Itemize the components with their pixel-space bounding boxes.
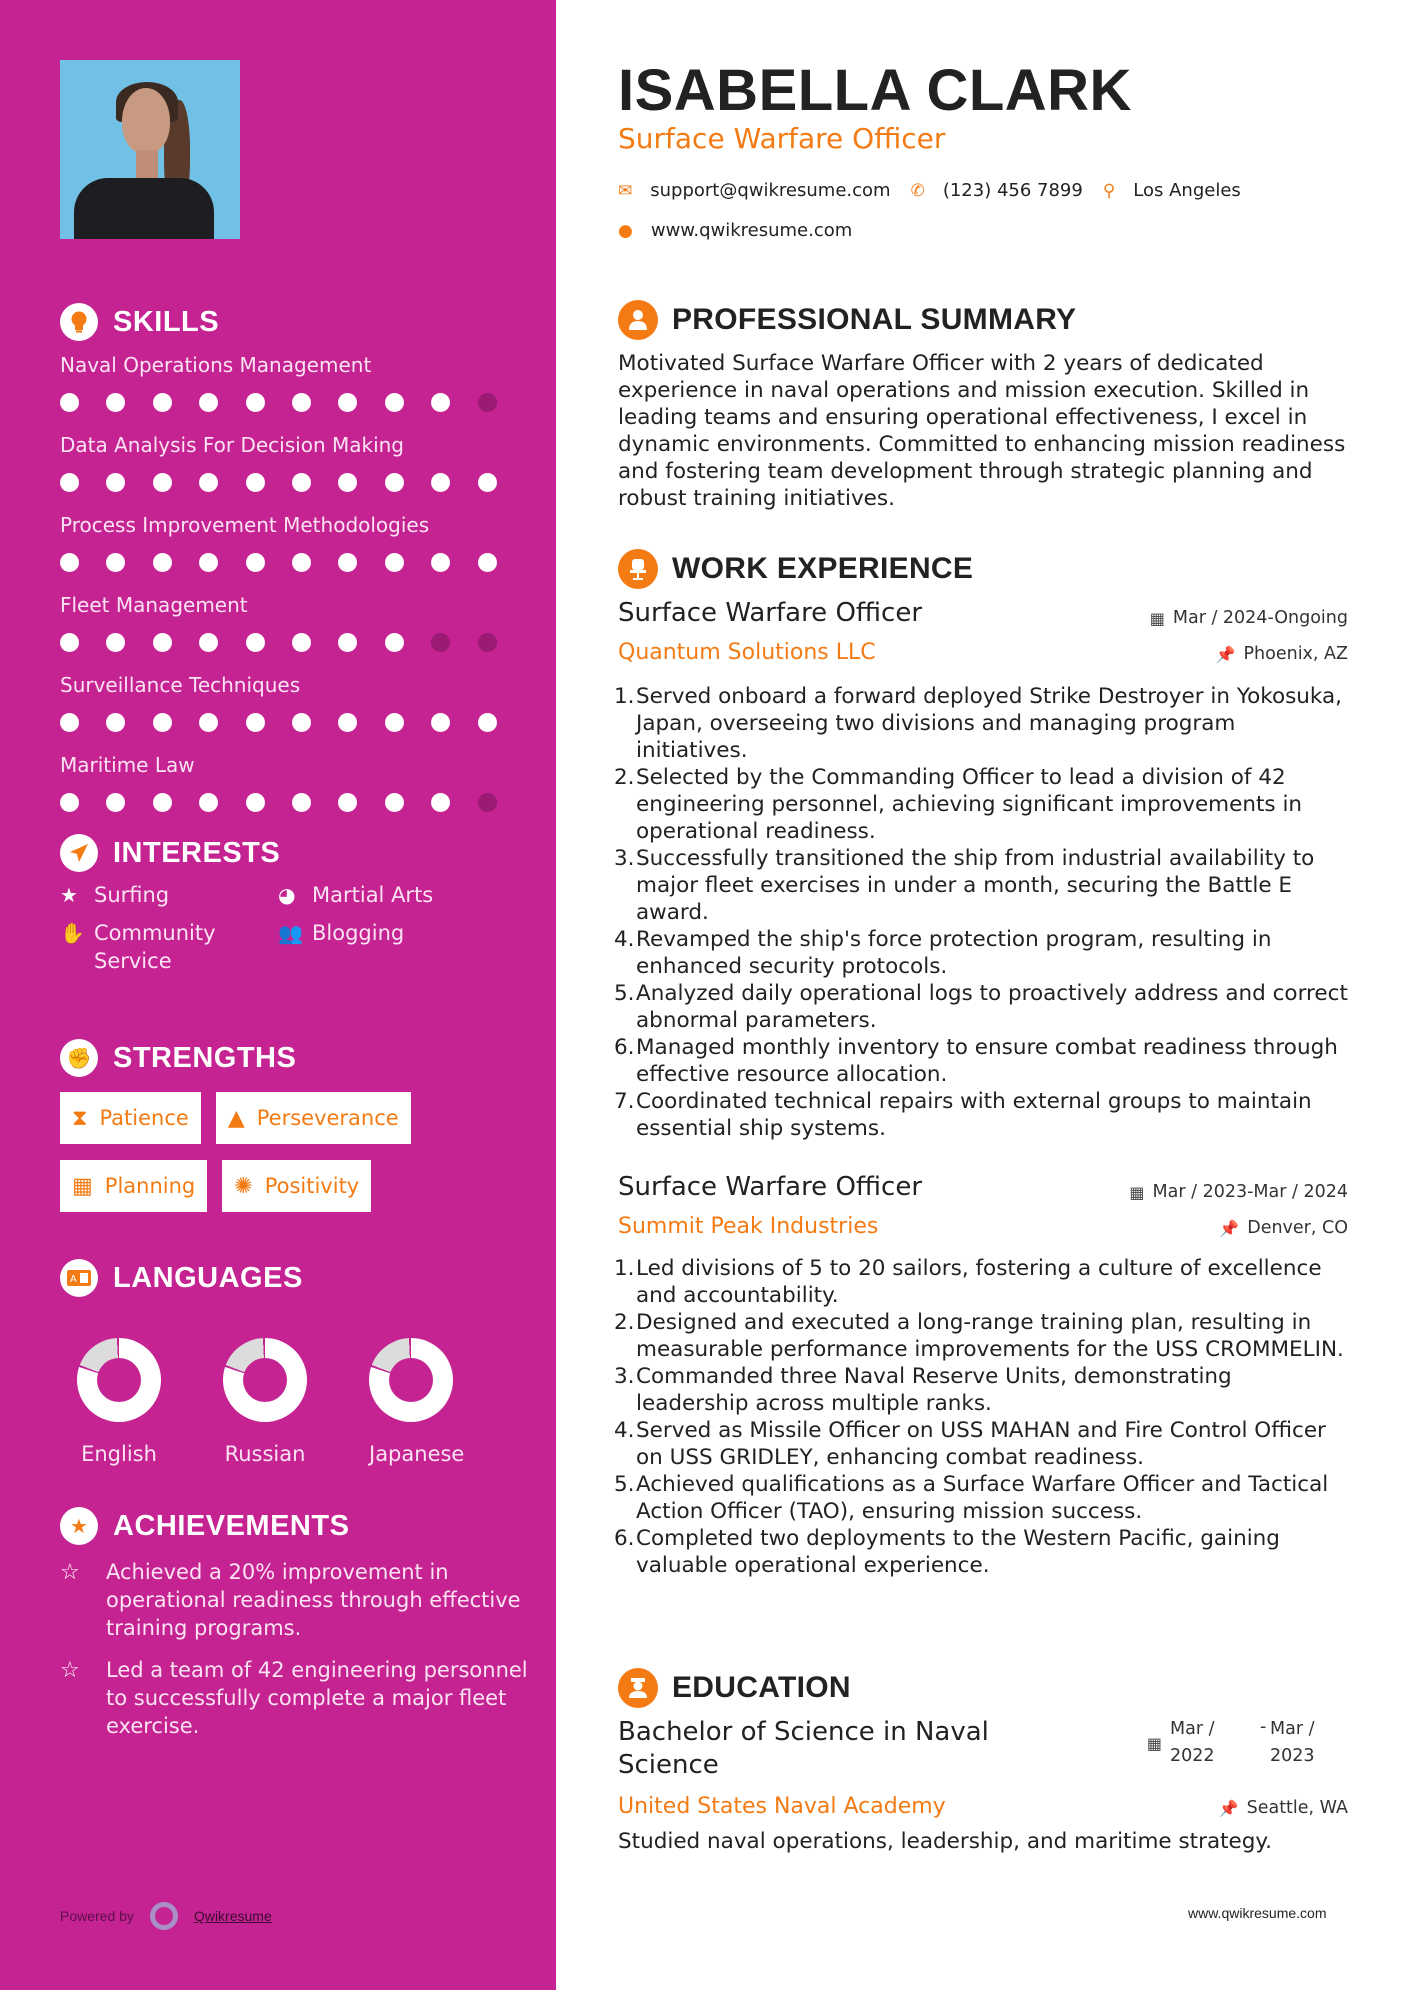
rating-dot — [199, 793, 218, 812]
rating-dot — [106, 713, 125, 732]
shooting-star-icon: ☆ — [60, 1658, 80, 1683]
rating-dot — [246, 633, 265, 652]
rating-dot — [478, 553, 497, 572]
skill-item — [60, 748, 530, 822]
bullet-text: Analyzed daily operational logs to proactively address and correct abnormal parameters. — [636, 981, 1348, 1033]
job-bullet — [614, 1309, 1348, 1363]
rating-dot — [385, 633, 404, 652]
rating-dot — [431, 393, 450, 412]
rating-dot — [199, 393, 218, 412]
rating-dot — [199, 713, 218, 732]
job-bullet — [614, 1363, 1348, 1417]
svg-text:A: A — [70, 1274, 77, 1285]
language-name: English — [81, 1442, 157, 1466]
languages-section — [60, 1258, 530, 1466]
envelope-icon: ✉ — [618, 180, 633, 201]
rating-dot — [338, 553, 357, 572]
languages-list — [77, 1338, 530, 1466]
bullet-number: 2. — [614, 1310, 635, 1335]
rating-dot — [431, 473, 450, 492]
bullet-text: Coordinated technical repairs with external groups to maintain essential ship systems. — [636, 1089, 1312, 1141]
skill-name: Data Analysis For Decision Making — [60, 433, 405, 457]
rating-dot — [385, 793, 404, 812]
skill-rating — [60, 382, 530, 422]
sun-icon: ✺ — [234, 1173, 253, 1199]
rating-dot — [60, 713, 79, 732]
rating-dot — [106, 393, 125, 412]
rating-dot — [153, 553, 172, 572]
strengths-heading: ✊ STRENGTHS — [60, 1038, 530, 1078]
education-dates: ▦ Mar / 2022 - Mar / 2023 — [1147, 1716, 1330, 1770]
paper-plane-icon — [60, 834, 98, 872]
contact-row-2 — [618, 220, 872, 241]
bullet-number: 5. — [614, 1472, 635, 1497]
degree-title: Bachelor of Science in Naval Science — [618, 1717, 989, 1780]
bullet-number: 3. — [614, 846, 635, 871]
rating-dot — [338, 793, 357, 812]
rating-dot — [478, 793, 497, 812]
footer-url[interactable]: www.qwikresume.com — [1188, 1905, 1327, 1921]
profile-photo — [60, 60, 240, 239]
job-bullet — [614, 980, 1348, 1034]
pushpin-icon: 📌 — [1219, 1218, 1240, 1238]
job-bullet — [614, 764, 1348, 845]
skill-item — [60, 668, 530, 742]
bullet-text: Commanded three Naval Reserve Units, demonstrating leadership across multiple ranks. — [636, 1364, 1232, 1416]
job-bullets — [614, 683, 1348, 1142]
skill-item — [60, 588, 530, 662]
job-location: 📌 Denver, CO — [1219, 1218, 1348, 1238]
rating-dot — [153, 473, 172, 492]
map-pin-icon: ⚲ — [1102, 180, 1116, 201]
bullet-text: Led divisions of 5 to 20 sailors, fostering a culture of excellence and accountability. — [636, 1256, 1322, 1308]
job-dates: ▦ Mar / 2023-Mar / 2024 — [1129, 1182, 1348, 1202]
strengths-section — [60, 1038, 530, 1212]
skills-section — [60, 302, 530, 822]
company-name: Quantum Solutions LLC — [618, 640, 876, 665]
education-heading: EDUCATION — [618, 1668, 851, 1708]
languages-heading: A LANGUAGES — [60, 1258, 530, 1298]
job-bullet — [614, 683, 1348, 764]
bullet-text: Revamped the ship's force protection program, resulting in enhanced security protocols. — [636, 927, 1272, 979]
interest-item: ★ Surfing — [60, 883, 170, 907]
qwikresume-link[interactable]: Qwikresume — [193, 1908, 272, 1924]
rating-dot — [431, 713, 450, 732]
language-proficiency-donut — [77, 1338, 161, 1422]
bullet-number: 6. — [614, 1526, 635, 1551]
strength-chip: ✺ Positivity — [222, 1160, 371, 1212]
qwikresume-logo-icon — [150, 1902, 178, 1930]
rating-dot — [60, 633, 79, 652]
rating-dot — [338, 473, 357, 492]
rating-dot — [385, 713, 404, 732]
lightbulb-icon — [60, 303, 98, 341]
skills-heading: SKILLS — [60, 302, 530, 342]
bullet-text: Successfully transitioned the ship from industrial availability to major fleet exercises in under a month, securing the Battle E award. — [636, 846, 1315, 925]
education-location: 📌 Seattle, WA — [1218, 1798, 1348, 1818]
bullet-number: 6. — [614, 1035, 635, 1060]
rating-dot — [153, 393, 172, 412]
rating-dot — [385, 553, 404, 572]
bullet-text: Designed and executed a long-range training plan, resulting in measurable performance improvements for the USS CROMMELIN. — [636, 1310, 1344, 1362]
language-item — [77, 1338, 223, 1466]
rating-dot — [246, 713, 265, 732]
calendar-icon: ▦ — [72, 1173, 93, 1199]
rating-dot — [431, 553, 450, 572]
rating-dot — [60, 553, 79, 572]
skill-rating — [60, 542, 530, 582]
calendar-icon: ▦ — [1149, 608, 1165, 628]
job-bullet — [614, 1034, 1348, 1088]
language-name: Russian — [224, 1442, 306, 1466]
strengths-list — [60, 1092, 480, 1212]
interest-item: ◕ Martial Arts — [278, 883, 434, 907]
rating-dot — [292, 633, 311, 652]
fist-icon: ✊ — [60, 1039, 98, 1077]
rating-dot — [199, 553, 218, 572]
job-location: 📌 Phoenix, AZ — [1215, 644, 1348, 664]
rating-dot — [106, 473, 125, 492]
experience-heading: WORK EXPERIENCE — [618, 549, 973, 589]
language-proficiency-donut — [223, 1338, 307, 1422]
skill-name: Process Improvement Methodologies — [60, 513, 430, 537]
strength-chip: ⧗ Patience — [60, 1092, 201, 1144]
language-item — [369, 1338, 515, 1466]
job-bullet — [614, 1417, 1348, 1471]
rating-dot — [246, 393, 265, 412]
rating-dot — [153, 713, 172, 732]
rating-dot — [246, 553, 265, 572]
hourglass-icon: ⧗ — [72, 1105, 88, 1131]
contact-row — [618, 180, 1261, 201]
candidate-name: ISABELLA CLARK — [618, 58, 1132, 123]
strength-chip: ▲ Perseverance — [216, 1092, 411, 1144]
rating-dot — [338, 713, 357, 732]
skill-item — [60, 428, 530, 502]
globe-icon: ● — [618, 220, 633, 241]
job-bullet — [614, 1088, 1348, 1142]
rating-dot — [292, 793, 311, 812]
company-name: Summit Peak Industries — [618, 1214, 879, 1239]
bullet-number: 3. — [614, 1364, 635, 1389]
skill-rating — [60, 702, 530, 742]
shooting-star-icon: ☆ — [60, 1560, 80, 1585]
language-item — [223, 1338, 369, 1466]
pushpin-icon: 📌 — [1218, 1798, 1239, 1818]
rating-dot — [431, 633, 450, 652]
skill-name: Maritime Law — [60, 753, 195, 777]
rating-dot — [292, 713, 311, 732]
bullet-text: Selected by the Commanding Officer to lead a division of 42 engineering personnel, achieving significant improvements in operational readiness. — [636, 765, 1303, 844]
star-icon: ★ — [60, 883, 78, 907]
education-description: Studied naval operations, leadership, and maritime strategy. — [618, 1829, 1272, 1854]
job-title: Surface Warfare Officer — [618, 1172, 923, 1202]
bullet-number: 2. — [614, 765, 635, 790]
contact-email: ✉ support@qwikresume.com — [618, 180, 891, 201]
users-icon: 👥 — [278, 921, 303, 945]
interest-item: 👥 Blogging — [278, 921, 405, 945]
calendar-icon: ▦ — [1146, 1734, 1162, 1753]
rating-dot — [153, 633, 172, 652]
achievements-section — [60, 1506, 530, 1740]
school-name: United States Naval Academy — [618, 1794, 946, 1819]
rating-dot — [431, 793, 450, 812]
achievement-item: ☆ Achieved a 20% improvement in operational readiness through effective training programs. — [60, 1560, 521, 1640]
job-bullets — [614, 1255, 1348, 1579]
summary-text: Motivated Surface Warfare Officer with 2 years of dedicated experience in naval operations and mission execution. Skilled in leading teams and ensuring operational effectiveness, I excel in dynamic environments. Committed to enhancing mission readiness and fostering team development through strategic planning and robust training initiatives. — [618, 351, 1346, 511]
skill-name: Surveillance Techniques — [60, 673, 301, 697]
skill-name: Fleet Management — [60, 593, 248, 617]
rating-dot — [106, 553, 125, 572]
skill-rating — [60, 462, 530, 502]
job-bullet — [614, 1525, 1348, 1579]
interest-item: ✋ Community Service — [60, 921, 216, 973]
skill-item — [60, 348, 530, 422]
sidebar — [0, 0, 556, 1990]
interests-list — [60, 881, 530, 975]
rating-dot — [292, 393, 311, 412]
rating-dot — [478, 713, 497, 732]
rating-dot — [292, 473, 311, 492]
interests-heading: INTERESTS — [60, 833, 530, 873]
hand-icon: ✋ — [60, 921, 85, 945]
contact-location: ⚲ Los Angeles — [1102, 180, 1241, 201]
skill-rating — [60, 622, 530, 662]
bullet-text: Served onboard a forward deployed Strike Destroyer in Yokosuka, Japan, overseeing two divisions and managing program initiatives. — [636, 684, 1343, 763]
job-bullet — [614, 1471, 1348, 1525]
rating-dot — [478, 393, 497, 412]
rating-dot — [106, 633, 125, 652]
rating-dot — [478, 633, 497, 652]
bullet-number: 4. — [614, 927, 635, 952]
bullet-text: Achieved qualifications as a Surface Warfare Officer and Tactical Action Officer (TAO), ensuring mission success. — [636, 1472, 1329, 1524]
rating-dot — [199, 473, 218, 492]
phone-icon: ✆ — [910, 180, 925, 201]
job-title: Surface Warfare Officer — [618, 598, 923, 628]
interests-section — [60, 833, 530, 975]
job-bullet — [614, 1255, 1348, 1309]
language-name: Japanese — [369, 1442, 465, 1466]
user-icon — [618, 300, 658, 340]
rating-dot — [153, 793, 172, 812]
bullet-number: 5. — [614, 981, 635, 1006]
globe-icon: ◕ — [278, 883, 296, 907]
rating-dot — [60, 793, 79, 812]
candidate-role: Surface Warfare Officer — [618, 122, 946, 155]
strength-chip: ▦ Planning — [60, 1160, 207, 1212]
rating-dot — [246, 473, 265, 492]
contact-website: ● www.qwikresume.com — [618, 220, 853, 241]
rating-dot — [385, 473, 404, 492]
bullet-text: Completed two deployments to the Western Pacific, gaining valuable operational experience. — [636, 1526, 1280, 1578]
bullet-number: 7. — [614, 1089, 635, 1114]
shooting-star-icon: ★ — [60, 1507, 98, 1545]
contact-phone: ✆ (123) 456 7899 — [910, 180, 1083, 201]
achievements-heading: ★ ACHIEVEMENTS — [60, 1506, 530, 1546]
calendar-icon: ▦ — [1129, 1182, 1145, 1202]
skill-rating — [60, 782, 530, 822]
bullet-number: 1. — [614, 684, 635, 709]
language-proficiency-donut — [369, 1338, 453, 1422]
translate-icon — [60, 1259, 98, 1297]
rating-dot — [60, 393, 79, 412]
achievement-item: ☆ Led a team of 42 engineering personnel to successfully complete a major fleet exercise. — [60, 1658, 528, 1738]
bullet-text: Managed monthly inventory to ensure combat readiness through effective resource allocation. — [636, 1035, 1338, 1087]
rating-dot — [338, 633, 357, 652]
rating-dot — [385, 393, 404, 412]
rating-dot — [478, 473, 497, 492]
road-icon: ▲ — [227, 1105, 245, 1131]
rating-dot — [246, 793, 265, 812]
rating-dot — [292, 553, 311, 572]
bullet-number: 4. — [614, 1418, 635, 1443]
bullet-number: 1. — [614, 1256, 635, 1281]
skill-item — [60, 508, 530, 582]
job-bullet — [614, 845, 1348, 926]
summary-heading: PROFESSIONAL SUMMARY — [618, 300, 1076, 340]
rating-dot — [60, 473, 79, 492]
rating-dot — [199, 633, 218, 652]
graduate-icon — [618, 1668, 658, 1708]
bullet-text: Served as Missile Officer on USS MAHAN and Fire Control Officer on USS GRIDLEY, enhancing combat readiness. — [636, 1418, 1326, 1470]
job-bullet — [614, 926, 1348, 980]
rating-dot — [106, 793, 125, 812]
rating-dot — [338, 393, 357, 412]
powered-by: Powered by Qwikresume — [60, 1902, 272, 1930]
skill-name: Naval Operations Management — [60, 353, 372, 377]
job-dates: ▦ Mar / 2024-Ongoing — [1149, 608, 1348, 628]
chair-icon — [618, 549, 658, 589]
pushpin-icon: 📌 — [1215, 644, 1236, 664]
